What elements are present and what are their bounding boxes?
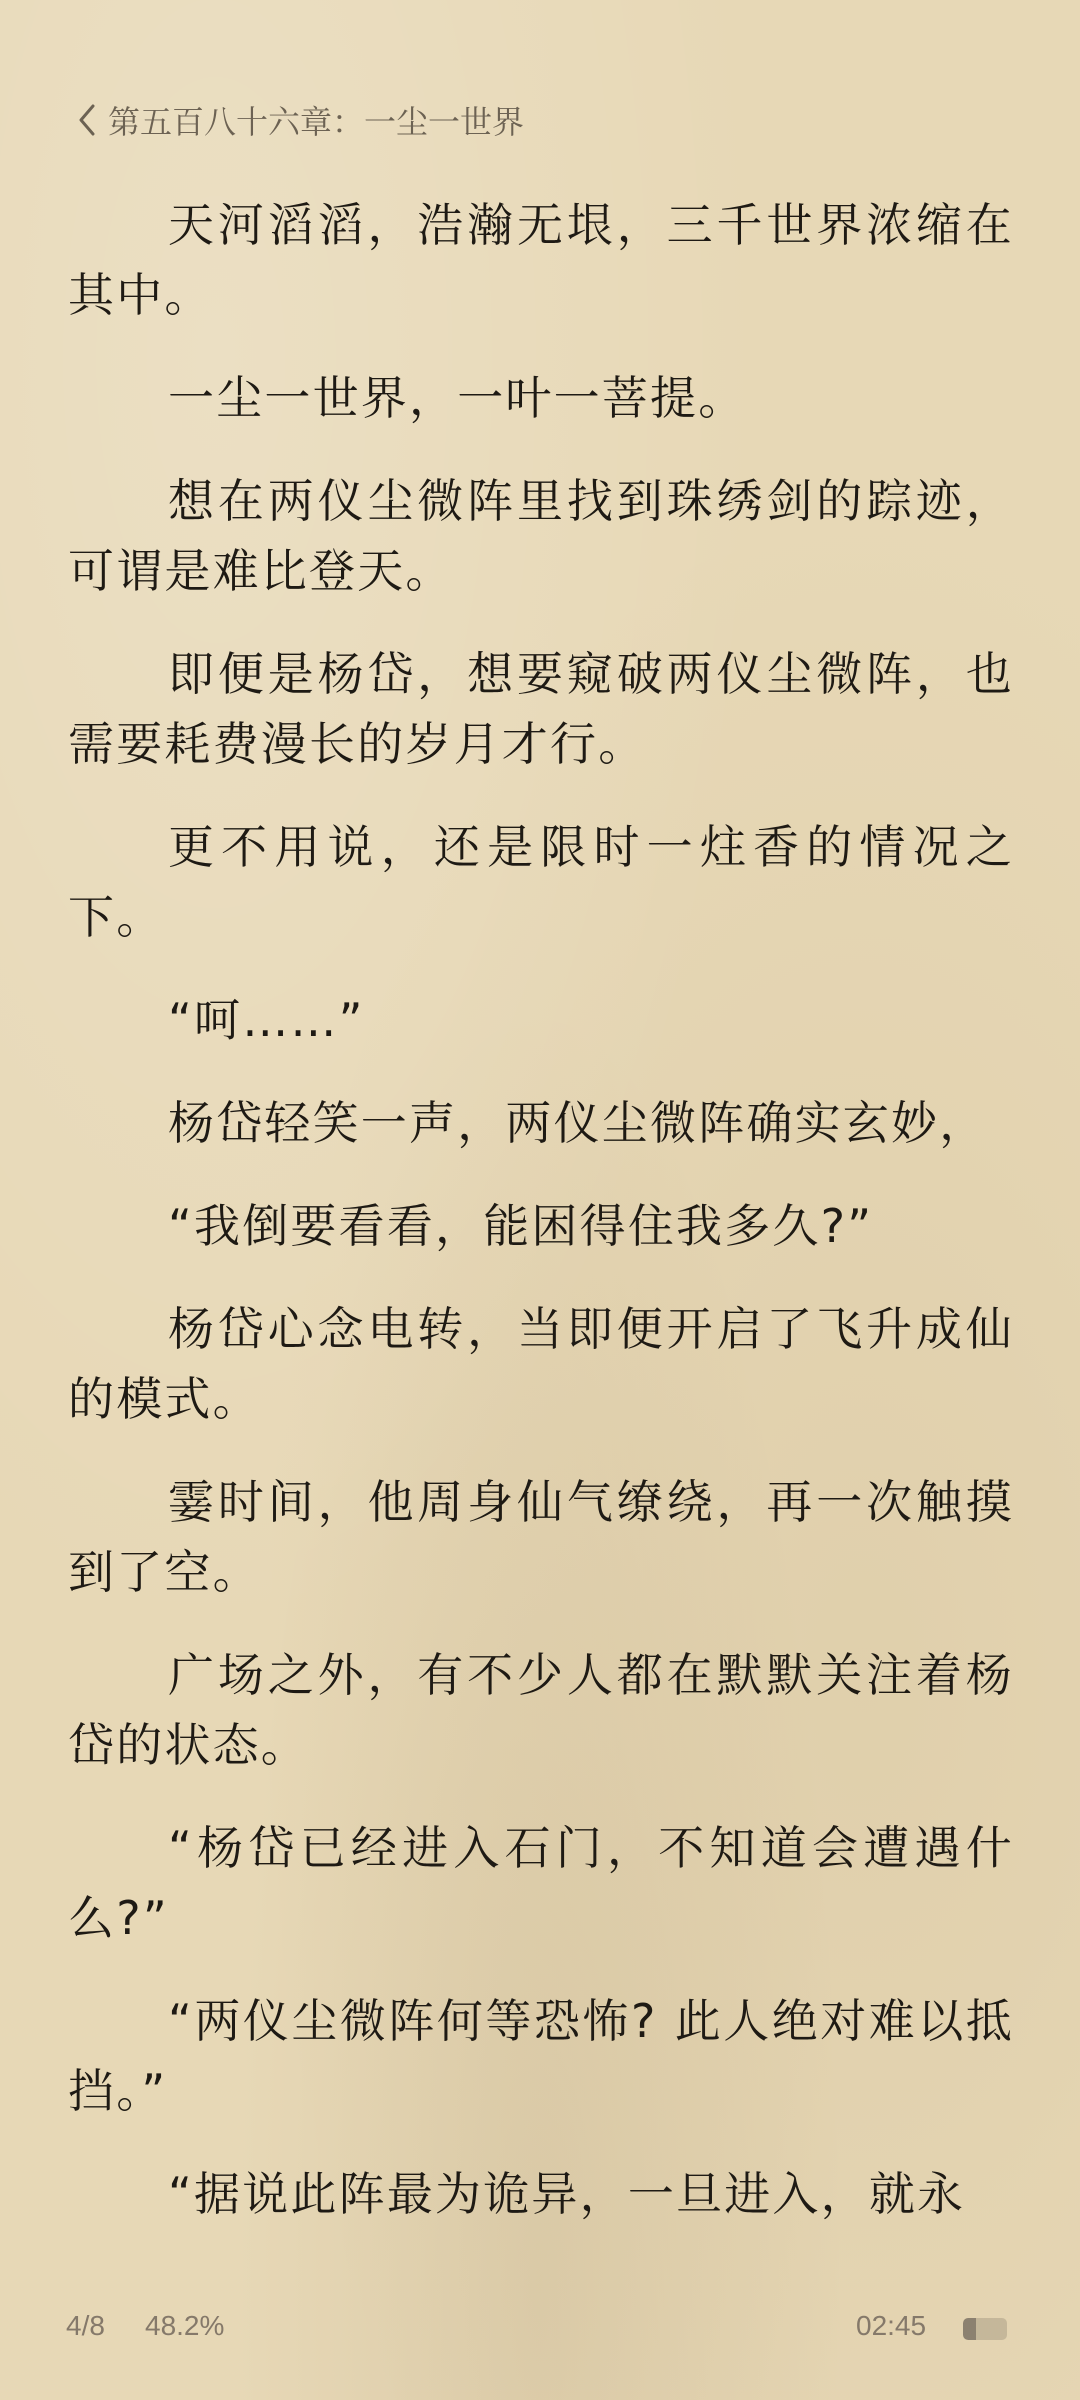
battery-level [963,2318,976,2340]
reading-content[interactable] [68,190,1014,2262]
paragraph: 想在两仪尘微阵里找到珠绣剑的踪迹，可谓是难比登天。 [68,474,1014,598]
paragraph: “据说此阵最为诡异，一旦进入，就永 [168,2167,966,2221]
battery-icon [963,2318,1007,2340]
paragraph: “杨岱已经进入石门，不知道会遭遇什么?” [68,1821,1014,1945]
clock: 02:45 [856,2310,927,2341]
paragraph: 杨岱心念电转，当即便开启了飞升成仙的模式。 [68,1302,1014,1426]
paragraph: 霎时间，他周身仙气缭绕，再一次触摸到了空。 [68,1475,1014,1599]
reader-status-bar [0,2306,1080,2350]
page-indicator: 4/8 [66,2310,105,2341]
paragraph: 广场之外，有不少人都在默默关注着杨岱的状态。 [68,1648,1014,1772]
paragraph: 杨岱轻笑一声，两仪尘微阵确实玄妙， [168,1096,988,1150]
paragraph: 天河滔滔，浩瀚无垠，三千世界浓缩在其中。 [68,198,1014,322]
chapter-back-button[interactable] [72,95,524,145]
paragraph: 一尘一世界，一叶一菩提。 [168,371,747,425]
chevron-left-icon[interactable] [72,100,102,140]
paragraph: 即便是杨岱，想要窥破两仪尘微阵，也需要耗费漫长的岁月才行。 [68,647,1014,771]
paragraph: “两仪尘微阵何等恐怖? 此人绝对难以抵挡。” [68,1994,1014,2118]
chapter-title: 第五百八十六章：一尘一世界 [108,103,525,141]
paragraph: “我倒要看看，能困得住我多久?” [168,1199,874,1253]
paragraph: “呵……” [168,993,365,1047]
reading-progress: 48.2% [145,2310,225,2341]
paragraph: 更不用说，还是限时一炷香的情况之下。 [68,820,1014,944]
